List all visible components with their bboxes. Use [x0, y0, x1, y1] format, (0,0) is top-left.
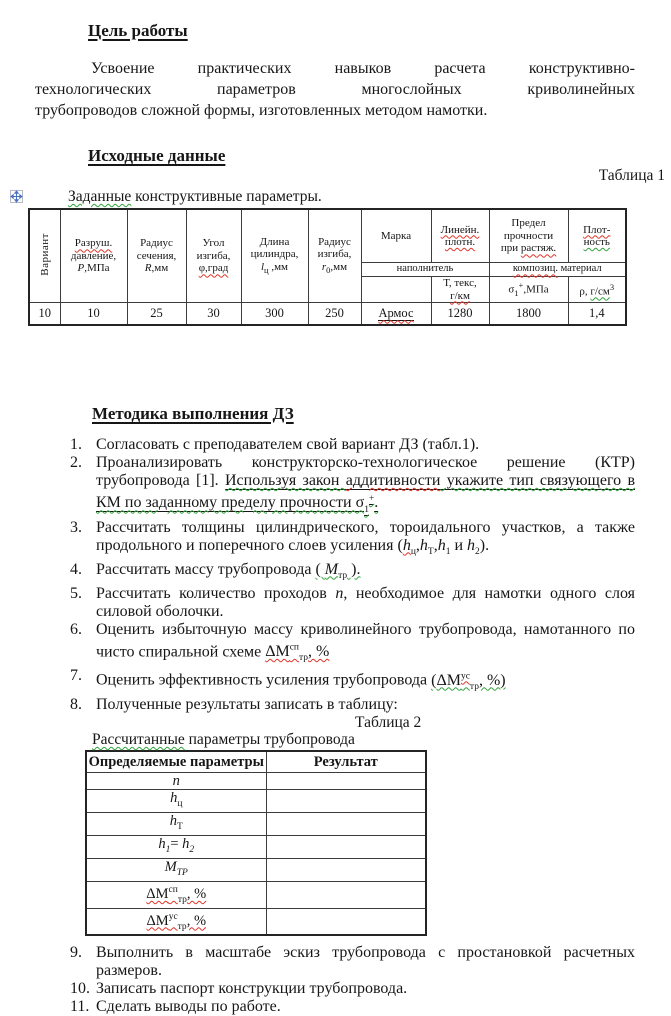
goal-heading: Цель работы — [88, 21, 188, 40]
source-data-heading: Исходные данные — [88, 146, 226, 165]
t1-unit-tex: Т, текс, г/км — [431, 277, 489, 303]
t1-value-mark: Армос — [361, 303, 431, 326]
t2-result-cell — [266, 772, 426, 790]
method-item-2: 2. Проанализировать конструкторско-технологическое решение (КТР) трубопровода [1]. Используя закон аддитивности укажите тип связующего в КМ по заданному пределу прочности $\sigma_1^+$. — [70, 454, 635, 515]
goal-paragraph-line: технологических параметров многослойных криволинейных — [35, 81, 635, 98]
method-item-5: 5. Рассчитать количество проходов n, необходимое для намотки одного слоя силовой оболочки. — [70, 584, 636, 620]
t1-col-density: Плот- ность — [568, 209, 626, 263]
method-item-11: 11. Сделать выводы по работе. — [70, 998, 281, 1016]
t1-col-variant: Вариант — [29, 209, 60, 303]
goal-paragraph-line: Усвоение практических навыков расчета конструктивно- — [91, 60, 635, 77]
t1-value-section-radius: 25 — [127, 303, 186, 326]
goal-paragraph-line: трубопроводов сложной формы, изготовленных методом намотки. — [35, 102, 488, 119]
table2-label: Таблица 2 — [355, 713, 422, 731]
goal-paragraph — [35, 58, 635, 121]
t1-col-cylinder-length: Длина цилиндра, $l_ц$ ,мм — [241, 209, 308, 303]
t1-col-mark: Марка — [361, 209, 431, 263]
table1-caption-rest: конструктивные параметры. — [131, 188, 322, 205]
t1-value-length: 300 — [241, 303, 308, 326]
table1-given-parameters — [28, 208, 627, 326]
t1-value-variant: 10 — [29, 303, 60, 326]
table1-caption-word: Заданные — [68, 188, 132, 205]
t2-result-cell — [266, 790, 426, 813]
formula-mass: ( $М_{тр}$ ). — [315, 560, 361, 581]
method-heading: Методика выполнения ДЗ — [92, 404, 294, 423]
t1-empty-cell — [361, 277, 431, 303]
four-arrow-move-icon — [11, 191, 22, 202]
t2-header-parameters: Определяемые параметры — [86, 751, 266, 773]
method-item-10: 10. Записать паспорт конструкции трубопровода. — [70, 980, 408, 998]
t1-unit-rho: ρ, $г/см^3$ — [568, 277, 626, 303]
method-item-4: 4. Рассчитать массу трубопровода ( $М_{тр}$ ). — [70, 560, 361, 581]
table1-caption — [68, 188, 635, 206]
table-move-anchor-icon[interactable] — [10, 190, 23, 203]
t2-param-h-tor: $h_Т$ — [86, 813, 266, 836]
t2-param-h-cyl: $h_ц$ — [86, 790, 266, 813]
t1-col-bend-angle: Угол изгиба, φ,град — [186, 209, 241, 303]
method-list — [70, 436, 635, 714]
t2-result-cell — [266, 859, 426, 882]
t1-col-tensile-strength: Предел прочности при растяж. — [489, 209, 568, 263]
method-item-8: 8. Полученные результаты записать в таблицу: — [70, 695, 398, 713]
method-list-tail — [70, 944, 635, 1016]
t1-subheader-composite: композиц. материал — [489, 263, 626, 277]
t1-value-rho: 1,4 — [568, 303, 626, 326]
t1-col-section-radius: Радиус сечения, R,мм — [127, 209, 186, 303]
t2-param-n: n — [86, 772, 266, 790]
t1-value-pressure: 10 — [60, 303, 127, 326]
t1-unit-sigma: $\sigma_1^+,МПа$ — [489, 277, 568, 303]
formula-h-1: $h_1$ — [437, 536, 451, 557]
symbol-n: n — [335, 584, 344, 602]
t2-result-cell — [266, 836, 426, 859]
formula-delta-m-sp: $\Delta М^{сп}_{тр}$, % — [265, 642, 330, 664]
t1-value-angle: 30 — [186, 303, 241, 326]
t2-result-cell — [266, 881, 426, 908]
t2-param-delta-m-sp: $\Delta М^{сп}_{тр}$, % — [86, 881, 266, 908]
formula-delta-m-us: ($\Delta М^{ус}_{тр}$, %) — [431, 671, 506, 692]
method-item-7: 7. Оценить эффективность усиления трубопровода ($\Delta М^{ус}_{тр}$, %) — [70, 667, 506, 692]
t2-result-cell — [266, 908, 426, 935]
formula-h-tor: $h_Т$ — [419, 536, 434, 557]
t1-col-linear-density: Линейн. плотн. — [431, 209, 489, 263]
t2-header-result: Результат — [266, 751, 426, 773]
t2-param-h1-h2: $h_1= h_2$ — [86, 836, 266, 859]
table2-caption: Рассчитанные параметры трубопровода — [92, 730, 355, 748]
formula-h-cyl: $h_ц$ — [402, 536, 416, 557]
t2-param-mass: $M_{ТР}$ — [86, 859, 266, 882]
t1-col-pressure: Разруш. давление, P,МПа — [60, 209, 127, 303]
t1-subheader-filler: наполнитель — [361, 263, 489, 277]
method-item-1: 1. Согласовать с преподавателем свой вариант ДЗ (табл.1). — [70, 436, 480, 453]
method-item-6: 6. Оценить избыточную массу криволинейного трубопровода, намотанного по чисто спиральной схеме $\Delta М^{сп}_{тр}$, % — [70, 620, 635, 664]
t1-col-bend-radius: Радиус изгиба, $r_0,мм$ — [308, 209, 361, 303]
table1-label: Таблица 1 — [598, 167, 665, 184]
t1-value-tex: 1280 — [431, 303, 489, 326]
table2-calculated-parameters — [85, 750, 427, 937]
t2-param-delta-m-us: $\Delta М^{ус}_{тр}$, % — [86, 908, 266, 935]
formula-h-2: $h_2$ — [467, 536, 480, 557]
method-item-9: 9. Выполнить в масштабе эскиз трубопровода с простановкой расчетных размеров. — [70, 944, 635, 980]
t1-value-sigma: 1800 — [489, 303, 568, 326]
t1-value-bend-radius: 250 — [308, 303, 361, 326]
method-item-3: 3. Рассчитать толщины цилиндрического, тороидального участков, а также продольного и поперечного слоев усиления ($h_ц,h_Т,h_1$ и $h_2$). — [70, 518, 635, 557]
t2-result-cell — [266, 813, 426, 836]
